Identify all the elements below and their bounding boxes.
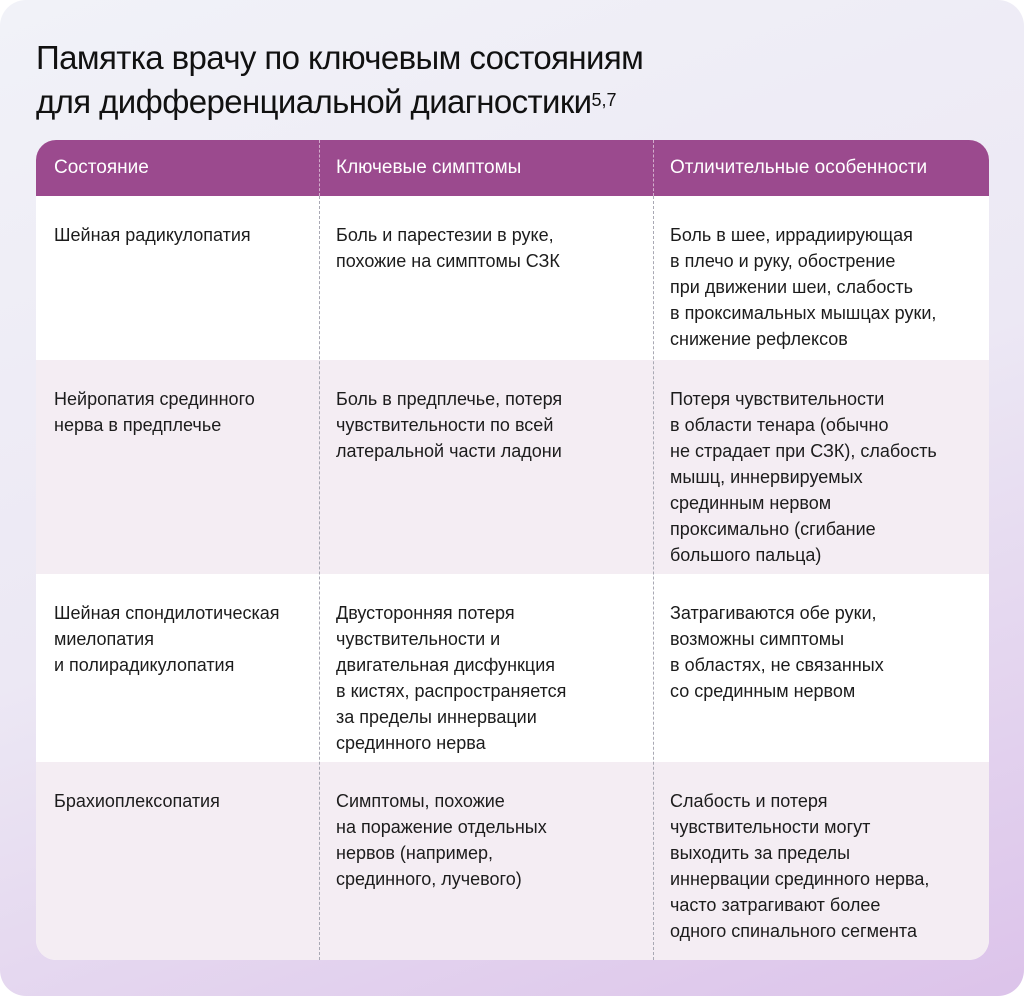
page-title — [36, 36, 936, 124]
header-condition: Состояние — [54, 157, 149, 178]
cell-condition: Брахиоплексопатия — [54, 791, 220, 811]
cell-features: Потеря чувствительности в области тенара (обычно не страдает при СЗК), слабость мышц, иннервируемых срединным нервом проксимально (сгибание большого пальца) — [670, 389, 937, 565]
table-row — [36, 574, 989, 762]
cell-condition: Шейная спондилотическая миелопатия и полирадикулопатия — [54, 603, 280, 675]
cell-symptoms: Боль в предплечье, потеря чувствительности по всей латеральной части ладони — [336, 389, 563, 461]
cell-symptoms: Двусторонняя потеря чувствительности и двигательная дисфункция в кистях, распространяется за пределы иннервации срединного нерва — [336, 603, 567, 753]
header-divider — [653, 140, 654, 196]
header-features: Отличительные особенности — [670, 157, 928, 178]
header-symptoms: Ключевые симптомы — [336, 157, 522, 178]
header-divider — [319, 140, 320, 196]
table-row — [36, 360, 989, 574]
table-header — [36, 140, 989, 196]
cell-features: Затрагиваются обе руки, возможны симптомы в областях, не связанных со срединным нервом — [670, 603, 884, 701]
column-divider — [319, 196, 320, 960]
title-reference: 5,7 — [591, 90, 617, 110]
table-row — [36, 762, 989, 960]
diagnosis-table — [36, 140, 989, 960]
cell-features: Боль в шее, иррадиирующая в плечо и руку, обострение при движении шеи, слабость в проксимальных мышцах руки, снижение рефлексов — [670, 225, 937, 349]
column-divider — [653, 196, 654, 960]
table-row — [36, 196, 989, 360]
cell-symptoms: Боль и парестезии в руке, похожие на симптомы СЗК — [336, 225, 560, 271]
title-line-1: Памятка врачу по ключевым состояниям — [36, 39, 644, 76]
cell-symptoms: Симптомы, похожие на поражение отдельных нервов (например, срединного, лучевого) — [336, 791, 547, 889]
cell-condition: Шейная радикулопатия — [54, 225, 251, 245]
cell-condition: Нейропатия срединного нерва в предплечье — [54, 389, 255, 435]
cell-features: Слабость и потеря чувствительности могут выходить за пределы иннервации срединного нерва, часто затрагивают более одного спинального сегмента — [670, 791, 930, 941]
title-line-2: для дифференциальной диагностики — [36, 83, 592, 120]
